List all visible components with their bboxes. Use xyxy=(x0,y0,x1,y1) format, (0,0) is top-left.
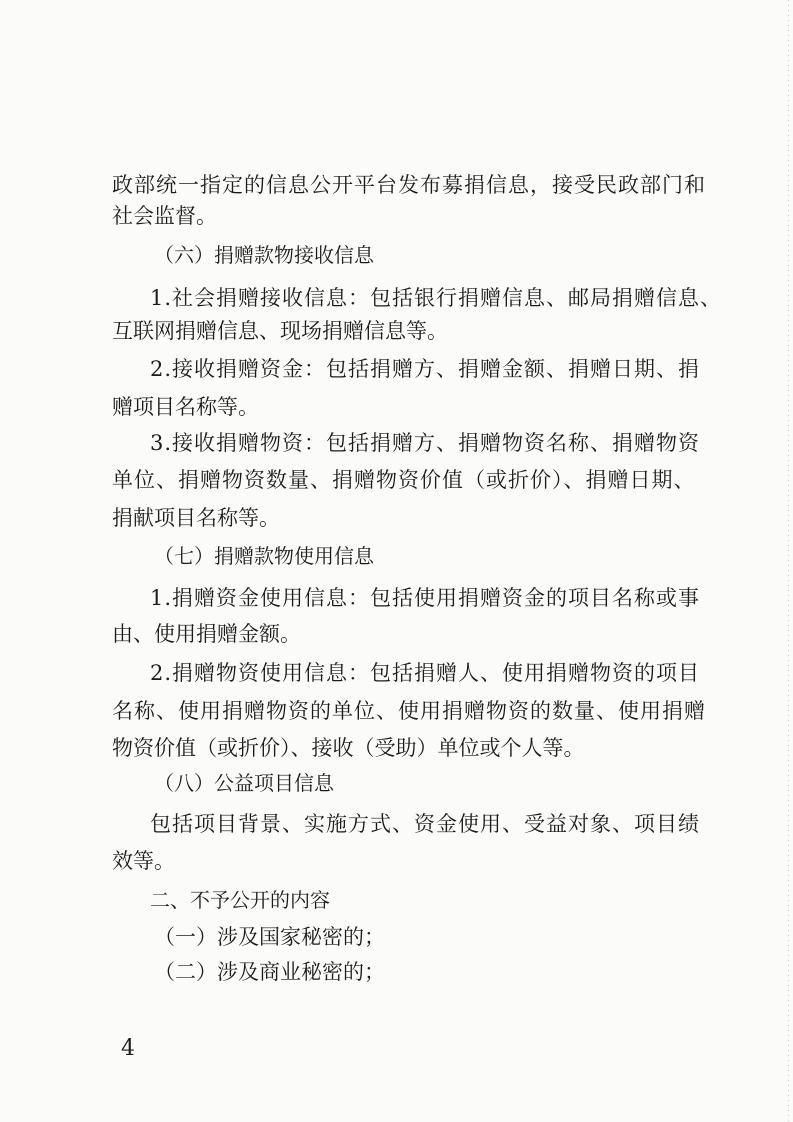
paragraph-line: 单位、捐赠物资数量、捐赠物资价值（或折价）、捐赠日期、 xyxy=(112,468,696,492)
scan-edge-decoration xyxy=(788,0,789,1122)
paragraph-line: 效等。 xyxy=(112,849,175,873)
section-heading: 二、不予公开的内容 xyxy=(150,888,330,912)
paragraph-line: 包括项目背景、实施方式、资金使用、受益对象、项目绩 xyxy=(150,812,700,836)
paragraph-line: 3.接收捐赠物资：包括捐赠方、捐赠物资名称、捐赠物资 xyxy=(150,431,701,455)
page-number: 4 xyxy=(121,1036,135,1061)
paragraph-line: 2.接收捐赠资金：包括捐赠方、捐赠金额、捐赠日期、捐 xyxy=(150,357,701,381)
paragraph-line: 政部统一指定的信息公开平台发布募捐信息，接受民政部门和 xyxy=(112,173,706,197)
section-heading: （八）公益项目信息 xyxy=(154,771,334,795)
paragraph-line: 赠项目名称等。 xyxy=(112,395,259,419)
section-heading: （六）捐赠款物接收信息 xyxy=(154,243,374,267)
paragraph-line: 2.捐赠物资使用信息：包括捐赠人、使用捐赠物资的项目 xyxy=(150,661,701,685)
paragraph-line: 1.社会捐赠接收信息：包括银行捐赠信息、邮局捐赠信息、 xyxy=(150,286,723,310)
list-item: （一）涉及国家秘密的； xyxy=(154,925,385,949)
paragraph-line: 互联网捐赠信息、现场捐赠信息等。 xyxy=(112,319,448,343)
paragraph-line: 1.捐赠资金使用信息：包括使用捐赠资金的项目名称或事 xyxy=(150,586,701,610)
paragraph-line: 名称、使用捐赠物资的单位、使用捐赠物资的数量、使用捐赠 xyxy=(112,699,706,723)
paragraph-line: 捐献项目名称等。 xyxy=(112,506,280,530)
list-item: （二）涉及商业秘密的； xyxy=(154,960,385,984)
paragraph-line: 社会监督。 xyxy=(112,204,217,228)
paragraph-line: 物资价值（或折价）、接收（受助）单位或个人等。 xyxy=(112,736,585,760)
paragraph-line: 由、使用捐赠金额。 xyxy=(112,622,301,646)
section-heading: （七）捐赠款物使用信息 xyxy=(154,544,374,568)
